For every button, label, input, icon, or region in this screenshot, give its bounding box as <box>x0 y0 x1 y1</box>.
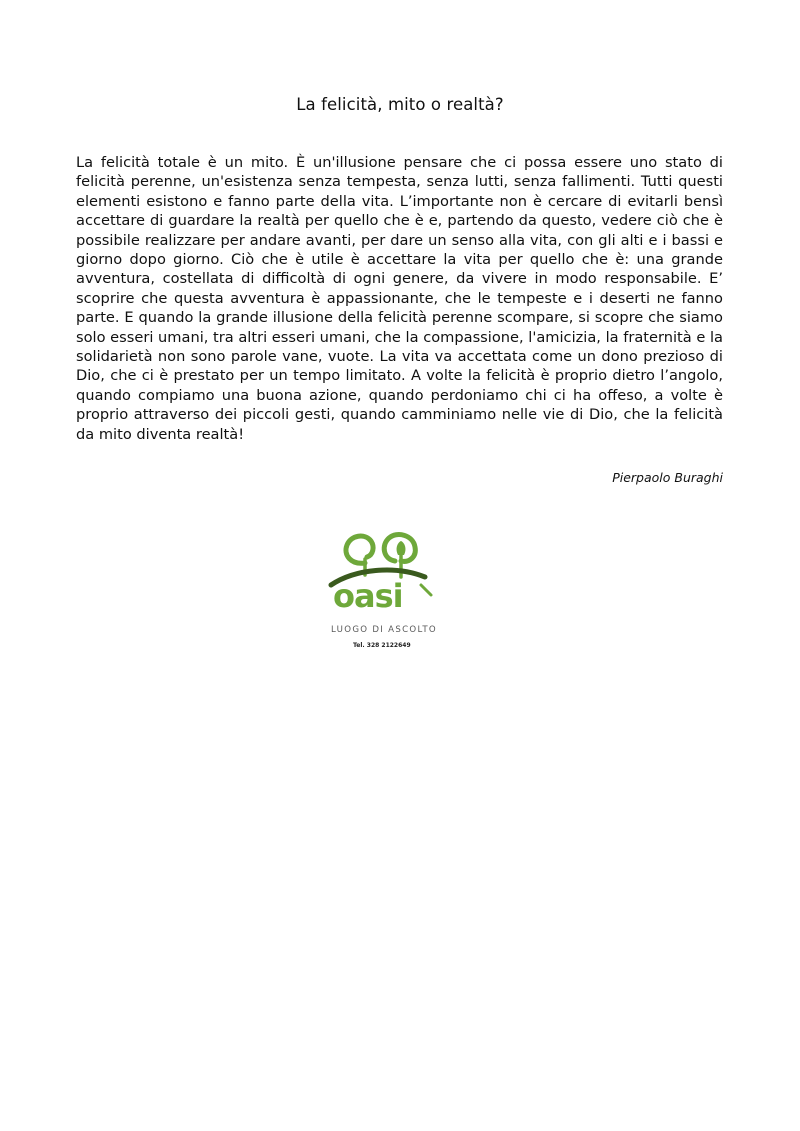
document-body: La felicità totale è un mito. È un'illusione pensare che ci possa essere uno stato di felicità perenne, un'esistenza senza tempesta, senza lutti, senza fallimenti. Tutti questi elementi esistono e fanno parte della vita. L’importante non è cercare di evitarli bensì accettare di guardare la realtà per quello che è e, partendo da questo, vedere ciò che è possibile realizzare per andare avanti, per dare un senso alla vita, con gli alti e i bassi e giorno dopo giorno. Ciò che è utile è accettare la vita per quello che è: una grande avventura, costellata di difficoltà di ogni genere, da vivere in modo responsabile. E’ scoprire che questa avventura è appassionante, che le tempeste e i deserti ne fanno parte. E quando la grande illusione della felicità perenne scompare, si scopre che siamo solo esseri umani, tra altri esseri umani, che la compassione, l'amicizia, la fraternità e la solidarietà non sono parole vane, vuote. La vita va accettata come un dono prezioso di Dio, che ci è prestato per un tempo limitato. A volte la felicità è proprio dietro l’angolo, quando compiamo una buona azione, quando perdoniamo chi ci ha offeso, a volte è proprio attraverso dei piccoli gesti, quando camminiamo nelle vie di Dio, che la felicità da mito diventa realtà! <box>76 154 723 443</box>
document-title: La felicità, mito o realtà? <box>296 95 504 114</box>
oasi-logo <box>325 525 445 655</box>
author-signature: Pierpaolo Buraghi <box>612 470 723 485</box>
logo-subtitle: LUOGO DI ASCOLTO <box>331 625 437 635</box>
logo-phone: Tel. 328 2122649 <box>353 642 411 649</box>
logo-wordmark: oasi <box>333 577 403 615</box>
